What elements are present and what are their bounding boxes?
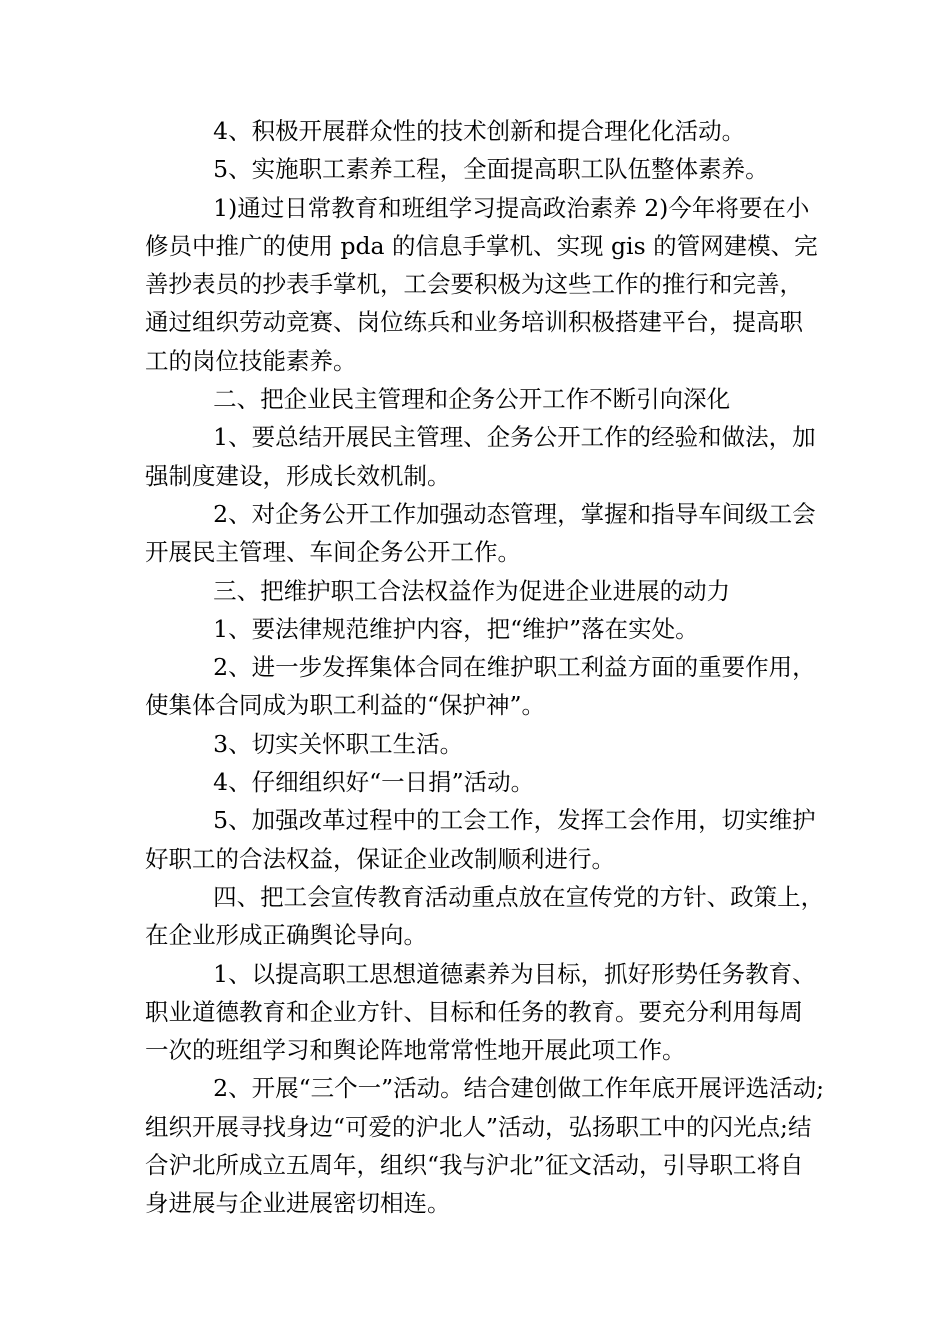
document-body (145, 112, 825, 1223)
paragraph-sub-items: 1)通过日常教育和班组学习提高政治素养 2)今年将要在小修员中推广的使用 pda 的信息手掌机、实现 gis 的管网建模、完善抄表员的抄表手掌机，工会要积极为这些工作的推行和完善，通过组织劳动竞赛、岗位练兵和业务培训积极搭建平台，提高职工的岗位技能素养。 (145, 193, 818, 375)
paragraph-item-5: 5、实施职工素养工程，全面提高职工队伍整体素养。 (213, 155, 769, 184)
paragraph-item: 1、要总结开展民主管理、企务公开工作的经验和做法，加强制度建设，形成长效机制。 (145, 423, 816, 490)
section-heading-2: 二、把企业民主管理和企务公开工作不断引向深化 (213, 385, 731, 414)
paragraph-item: 1、以提高职工思想道德素养为目标，抓好形势任务教育、职业道德教育和企业方针、目标和任务的教育。要充分利用每周一次的班组学习和舆论阵地常常性地开展此项工作。 (145, 959, 816, 1065)
paragraph-item-4: 4、积极开展群众性的技术创新和提合理化化活动。 (213, 117, 746, 145)
paragraph-item: 5、加强改革过程中的工会工作，发挥工会作用，切实维护好职工的合法权益，保证企业改制顺利进行。 (145, 806, 816, 873)
paragraph-item: 4、仔细组织好“一日捐”活动。 (213, 768, 535, 797)
paragraph-item: 3、切实关怀职工生活。 (213, 729, 464, 758)
paragraph-item: 2、开展“三个一”活动。结合建创做工作年底开展评选活动;组织开展寻找身边“可爱的沪北人”活动，弘扬职工中的闪光点;结合沪北所成立五周年，组织“我与沪北”征文活动，引导职工将自身进展与企业进展密切相连。 (145, 1074, 825, 1218)
paragraph-item: 2、进一步发挥集体合同在维护职工利益方面的重要作用，使集体合同成为职工利益的“保护神”。 (145, 653, 816, 720)
paragraph-item: 1、要法律规范维护内容，把“维护”落在实处。 (213, 614, 699, 643)
section-heading-3: 三、把维护职工合法权益作为促进企业进展的动力 (213, 576, 731, 605)
paragraph-item: 2、对企务公开工作加强动态管理，掌握和指导车间级工会开展民主管理、车间企务公开工作。 (145, 499, 816, 567)
section-heading-4: 四、把工会宣传教育活动重点放在宣传党的方针、政策上，在企业形成正确舆论导向。 (145, 882, 825, 950)
